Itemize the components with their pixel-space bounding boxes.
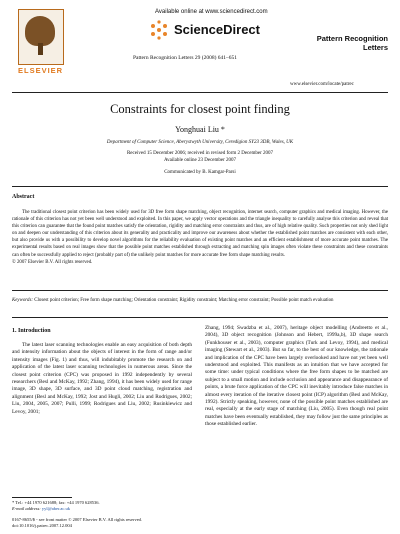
article-title: Constraints for closest point finding [110,102,290,116]
author-affiliation: Department of Computer Science, Aberystwyth University, Ceredigion SY23 3DB, Wales, UK [106,140,294,145]
author-name: Yonghuai Liu * [175,125,225,134]
journal-homepage-link[interactable]: www.elsevier.com/locate/patrec [290,82,354,87]
keywords-text: Closest point criterion; Free form shape matching; Orientation constraint; Rigidity constraint; Matching error constraint; Possible point match evaluation [34,298,334,303]
tree-icon [25,16,55,46]
keywords-line [12,297,388,304]
available-date: Available online 23 December 2007 [163,158,237,163]
elsevier-tree-logo [18,9,64,65]
email-link[interactable]: yyl@aber.ac.uk [41,506,70,511]
abstract-text: The traditional closest point criterion has been widely used for 3D free form shape matching, object recognition, internet search, computer graphics and medical imaging. However, the rationale of this criterion has not yet been well understood and exploited. In this paper, we apply vector operations and the triangle inequality to carefully analyse this criterion and reveal that this criterion can guarantee that the found point matches satisfy the orientation, rigidity and matching error constraints and thus, are of high relative quality. Such properties not only shed light on and deepen our understanding of this criterion about its generality and practicality and improve our awareness about whether the established point matches are consistent with each other, but also provide us with a possibility to develop novel algorithms for the reliability evaluation of existing point matches and an efficient establishment of more accurate point matches. The experimental results based on real images show that the possible point matches established through extracting and matching spin images often violate these constraints and these constraints can often be successfully applied to reject (probably part of) the unlikely point matches for more accurate free form shape matching results. [12,210,388,258]
abstract-top-divider [12,186,388,187]
section-heading-introduction: 1. Introduction [12,328,51,334]
keywords-label: Keywords: [12,298,34,303]
journal-reference: Pattern Recognition Letters 29 (2008) 641–651 [133,55,238,61]
communicated-by: Communicated by B. Kamgar-Parsi [164,170,236,175]
abstract-heading: Abstract [12,194,35,200]
footnote-divider [12,497,72,498]
doi-line[interactable]: doi:10.1016/j.patrec.2007.12.004 [12,523,72,528]
available-online-text: Available online at www.sciencedirect.com [155,9,268,15]
header-divider [12,92,388,93]
tree-trunk-icon [38,43,43,55]
platform-name: ScienceDirect [174,22,260,37]
email-label: E-mail address: [12,506,41,511]
keywords-bottom-divider [12,317,388,318]
keywords-top-divider [12,290,388,291]
body-right-column: Zhang, 1994; Swadzba et al., 2007), heritage object modelling (Andreetto et al., 2004), 3D object recognition (Johnson and Hebert, 1999a,b), 3D shape search (Funkhouser et al., 2003), computer graphics (Turk and Levoy, 1994), and medical imaging (Stewart et al., 2003). But so far, to the best of our knowledge, the rationale and implication of the CPC have been largely overlooked and have not yet been well understood and exploited. This manifests as an intuition that we have accepted for some time: under typical conditions where the free form shapes to be matched are subject to a small motion and include occlusion and appearance and disappearance of points, a brute force application of the CPC will inevitably introduce false matches in almost every iteration of the iterative closest point (ICP) algorithm (Besl and McKay, 1992). Strictly speaking, however, none of the possible point matches established are real, especially at the early stage of matching (Liu, 2005). Even though real point matches have been eventually established, they may follow just the same principles as those established earlier. [205,325,388,428]
journal-title: Pattern Recognition Letters [316,34,388,52]
abstract-body [12,209,388,266]
publisher-name: ELSEVIER [18,66,64,75]
received-dates: Received 15 December 2006; received in revised form 2 December 2007 [126,151,274,156]
footnote-email-line [12,506,70,511]
abstract-copyright: © 2007 Elsevier B.V. All rights reserved. [12,259,93,265]
issn-line: 0167-8655/$ - see front matter © 2007 Elsevier B.V. All rights reserved. [12,517,143,522]
body-left-column: The latest laser scanning technologies enable an easy acquisition of both depth and intensity information about the objects of interest in the form of range and/or intensity images (Fig. 1) and thus, will indubitably promote the research on and application of the latest laser scanning technologies in numerous areas. Since the closest point criterion (CPC) was proposed in 1992 independently by several researchers (Besl and McKay, 1992; Zhang, 1994), it has been widely used for range image, 3D shape, 3D surface, and 3D point cloud matching, registration and alignment (Besl and McKay, 1992; Jost and Hugli, 2002; Liu and Rodrigues, 2002; Liu, 2004, 2005, 2007; Pulli, 1999; Rodrigues and Liu, 2002; Rusinkiewicz and Levoy, 2001; [12,342,192,415]
footnote-contact: * Tel.: +44 1970 621688; fax: +44 1970 628536. [12,500,100,505]
